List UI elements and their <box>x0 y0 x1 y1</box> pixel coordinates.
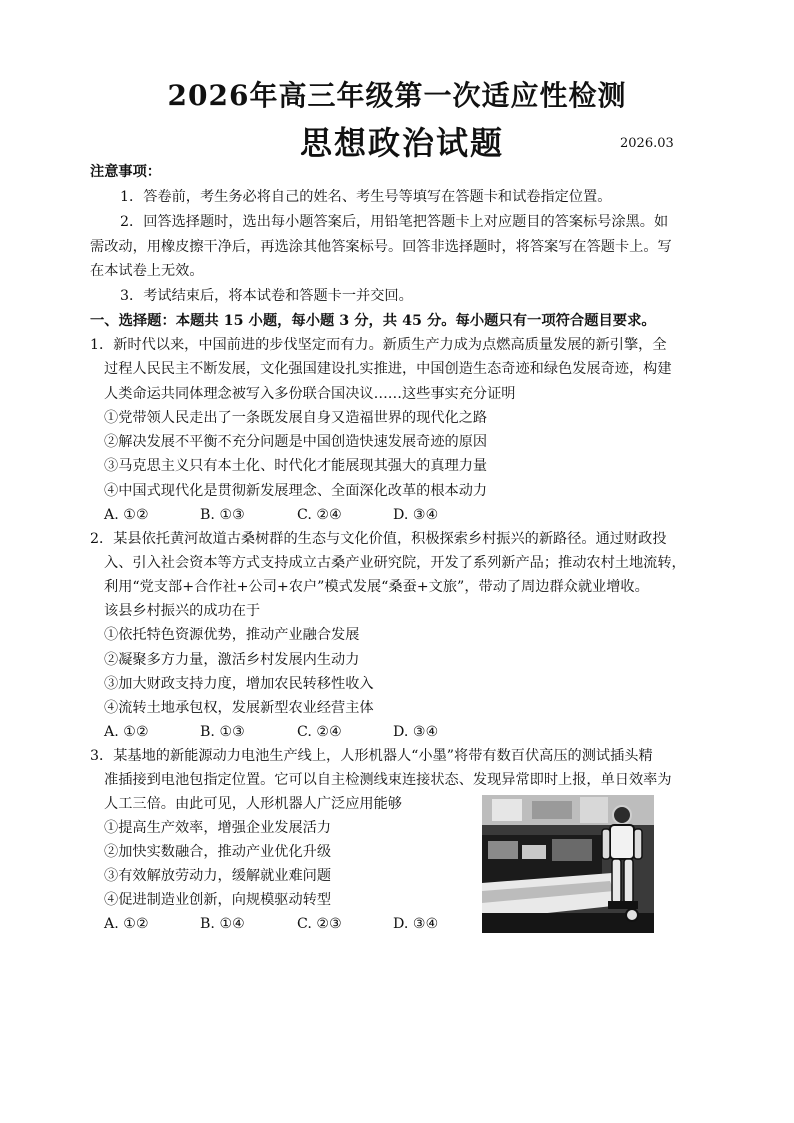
question-item: ③有效解放劳动力，缓解就业难问题 <box>104 868 332 884</box>
question-stem: 利用“党支部+合作社+公司+农户”模式发展“桑蚕+文旅”，带动了周边群众就业增收。 <box>104 579 649 595</box>
option-d: D. ③④ <box>393 916 439 932</box>
section-heading: 一、选择题：本题共 15 小题，每小题 3 分，共 45 分。每小题只有一项符合题目要求。 <box>90 313 656 329</box>
option-b: B. ①④ <box>200 916 245 932</box>
notice-heading: 注意事项： <box>90 164 161 180</box>
question-item: ②解决发展不平衡不充分问题是中国创造快速发展奇迹的原因 <box>104 434 488 450</box>
question-stem: 3．某基地的新能源动力电池生产线上，人形机器人“小墨”将带有数百伏高压的测试插头精 <box>90 748 653 764</box>
option-c: C. ②④ <box>297 507 342 523</box>
option-a: A. ①② <box>104 724 149 740</box>
question-item: ④流转土地承包权，发展新型农业经营主体 <box>104 700 374 716</box>
notice-line: 3．考试结束后，将本试卷和答题卡一并交回。 <box>120 288 413 304</box>
option-c: C. ②④ <box>297 724 342 740</box>
notice-line: 需改动，用橡皮擦干净后，再选涂其他答案标号。回答非选择题时，将答案写在答题卡上。写 <box>90 239 672 255</box>
question-item: ④促进制造业创新，向规模驱动转型 <box>104 892 332 908</box>
option-d: D. ③④ <box>393 507 439 523</box>
option-b: B. ①③ <box>200 507 245 523</box>
question-item: ③加大财政支持力度，增加农民转移性收入 <box>104 676 374 692</box>
question-stem: 准插接到电池包指定位置。它可以自主检测线束连接状态、发现异常即时上报，单日效率为 <box>104 772 672 788</box>
notice-line: 在本试卷上无效。 <box>90 263 204 279</box>
question-stem: 过程人民民主不断发展，文化强国建设扎实推进，中国创造生态奇迹和绿色发展奇迹，构建 <box>104 361 672 377</box>
question-stem: 人类命运共同体理念被写入多份联合国决议……这些事实充分证明 <box>104 386 516 402</box>
question-stem: 1．新时代以来，中国前进的步伐坚定而有力。新质生产力成为点燃高质量发展的新引擎，全 <box>90 337 667 353</box>
question-item: ①党带领人民走出了一条既发展自身又造福世界的现代化之路 <box>104 410 488 426</box>
option-d: D. ③④ <box>393 724 439 740</box>
question-item: ④中国式现代化是贯彻新发展理念、全面深化改革的根本动力 <box>104 483 488 499</box>
question-stem: 人工三倍。由此可见，人形机器人广泛应用能够 <box>104 796 402 812</box>
question-item: ①依托特色资源优势，推动产业融合发展 <box>104 627 360 643</box>
question-stem: 该县乡村振兴的成功在于 <box>104 603 261 619</box>
exam-subtitle: 思想政治试题 <box>300 124 505 162</box>
question-item: ②加快实数融合，推动产业优化升级 <box>104 844 332 860</box>
notice-line: 2．回答选择题时，选出每小题答案后，用铅笔把答题卡上对应题目的答案标号涂黑。如 <box>120 214 669 230</box>
question-item: ③马克思主义只有本土化、时代化才能展现其强大的真理力量 <box>104 458 488 474</box>
question-item: ②凝聚多方力量，激活乡村发展内生动力 <box>104 652 360 668</box>
notice-line: 1．答卷前，考生务必将自己的姓名、考生号等填写在答题卡和试卷指定位置。 <box>120 189 612 205</box>
question-stem: 2．某县依托黄河故道古桑树群的生态与文化价值，积极探索乡村振兴的新路径。通过财政投 <box>90 531 667 547</box>
robot-photo-icon <box>482 795 654 933</box>
exam-title: 2026年高三年级第一次适应性检测 <box>167 79 627 112</box>
exam-date: 2026.03 <box>620 136 674 151</box>
option-a: A. ①② <box>104 507 149 523</box>
option-b: B. ①③ <box>200 724 245 740</box>
option-c: C. ②③ <box>297 916 342 932</box>
question-stem: 入、引入社会资本等方式支持成立古桑产业研究院，开发了系列新产品；推动农村土地流转， <box>104 555 686 571</box>
question-item: ①提高生产效率，增强企业发展活力 <box>104 820 332 836</box>
option-a: A. ①② <box>104 916 149 932</box>
